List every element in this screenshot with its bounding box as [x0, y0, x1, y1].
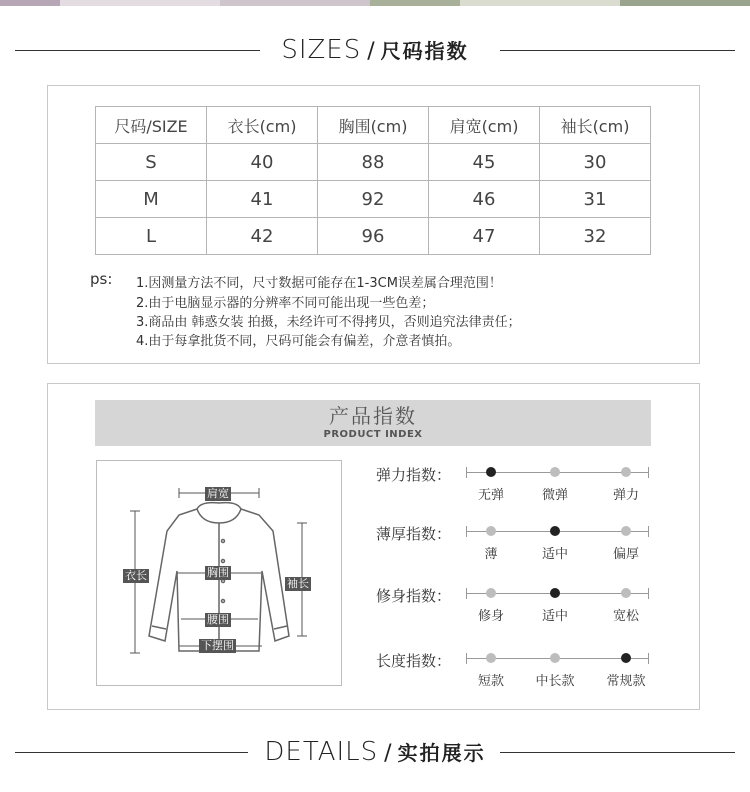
size-table-header: 胸围(cm)	[318, 107, 429, 144]
index-tick	[466, 588, 467, 599]
table-cell: 46	[429, 181, 540, 218]
index-dot-selected	[550, 526, 560, 536]
table-cell: M	[96, 181, 207, 218]
index-option: 偏厚	[612, 547, 639, 562]
index-dot	[550, 467, 560, 477]
index-option: 适中	[541, 609, 568, 624]
size-table-header: 尺码/SIZE	[96, 107, 207, 144]
index-dot	[486, 653, 496, 663]
index-label: 长度指数：	[376, 652, 452, 670]
index-option: 薄	[484, 547, 498, 562]
notes-ps-label: ps:	[90, 270, 113, 288]
size-table	[95, 106, 651, 255]
tag-length: 衣长	[125, 569, 147, 582]
index-dot	[486, 588, 496, 598]
note-line-3: 3.商品由 韩惑女装 拍摄，未经许可不得拷贝，否则追究法律责任；	[136, 315, 521, 330]
details-title	[0, 732, 750, 774]
index-option: 短款	[477, 674, 504, 689]
size-table-header: 肩宽(cm)	[429, 107, 540, 144]
index-option: 修身	[477, 609, 504, 624]
sizes-title	[0, 30, 750, 72]
index-option: 无弹	[477, 488, 504, 503]
tag-shoulder: 肩宽	[207, 487, 229, 500]
note-line-2: 2.由于电脑显示器的分辨率不同可能出现一些色差；	[136, 296, 435, 311]
table-cell: 88	[318, 144, 429, 181]
index-option: 适中	[541, 547, 568, 562]
index-option: 中长款	[535, 674, 575, 689]
table-row	[96, 218, 651, 255]
index-dot	[621, 467, 631, 477]
table-row	[96, 181, 651, 218]
sizes-section-header	[0, 30, 750, 70]
top-photo-strip	[0, 0, 750, 6]
index-tick	[466, 467, 467, 478]
details-title-sep: /	[384, 741, 392, 766]
details-section-header	[0, 732, 750, 772]
size-table-header-row	[96, 107, 651, 144]
table-cell: 30	[540, 144, 651, 181]
index-dot-selected	[486, 467, 496, 477]
index-tick	[648, 467, 649, 478]
table-cell: 31	[540, 181, 651, 218]
product-index-banner	[95, 400, 651, 446]
table-row	[96, 144, 651, 181]
table-cell: 92	[318, 181, 429, 218]
index-dot	[621, 526, 631, 536]
fit-index	[376, 587, 656, 633]
index-tick	[466, 653, 467, 664]
note-line-4: 4.由于每拿批货不同，尺码可能会有偏差，介意者慎拍。	[136, 334, 461, 349]
table-cell: 47	[429, 218, 540, 255]
index-tick	[648, 588, 649, 599]
index-dot	[621, 588, 631, 598]
product-index-title-en: PRODUCT INDEX	[323, 429, 423, 440]
table-cell: 42	[207, 218, 318, 255]
thickness-index	[376, 525, 656, 571]
index-option: 宽松	[612, 609, 639, 624]
elasticity-index	[376, 466, 656, 512]
index-dot-selected	[621, 653, 631, 663]
tag-sleeve: 袖长	[287, 577, 309, 590]
index-option: 弹力	[612, 488, 639, 503]
details-title-cn: 实拍展示	[397, 741, 486, 765]
sizes-title-en: SIZES	[281, 35, 362, 65]
index-tick	[648, 526, 649, 537]
table-cell: S	[96, 144, 207, 181]
table-cell: 41	[207, 181, 318, 218]
sizes-title-cn: 尺码指数	[380, 39, 469, 63]
product-index-title-cn: 产品指数	[329, 404, 417, 428]
index-dot	[550, 653, 560, 663]
index-dot	[486, 526, 496, 536]
index-option: 微弹	[541, 488, 568, 503]
index-option: 常规款	[606, 674, 646, 689]
details-title-en: DETAILS	[264, 737, 379, 767]
tag-hem: 下摆围	[201, 639, 234, 652]
table-cell: 45	[429, 144, 540, 181]
table-cell: L	[96, 218, 207, 255]
index-label: 弹力指数：	[376, 466, 452, 484]
tag-waist: 腰围	[207, 613, 229, 626]
table-cell: 40	[207, 144, 318, 181]
index-tick	[466, 526, 467, 537]
table-cell: 32	[540, 218, 651, 255]
sizes-title-sep: /	[367, 39, 375, 64]
table-cell: 96	[318, 218, 429, 255]
size-table-header: 袖长(cm)	[540, 107, 651, 144]
length-index	[376, 652, 656, 698]
garment-diagram	[96, 460, 342, 686]
tag-chest: 胸围	[207, 566, 229, 579]
index-label: 薄厚指数：	[376, 525, 452, 543]
index-dot-selected	[550, 588, 560, 598]
index-label: 修身指数：	[376, 587, 452, 605]
note-line-1: 1.因测量方法不同，尺寸数据可能存在1-3CM误差属合理范围！	[136, 276, 502, 291]
index-tick	[648, 653, 649, 664]
size-table-header: 衣长(cm)	[207, 107, 318, 144]
